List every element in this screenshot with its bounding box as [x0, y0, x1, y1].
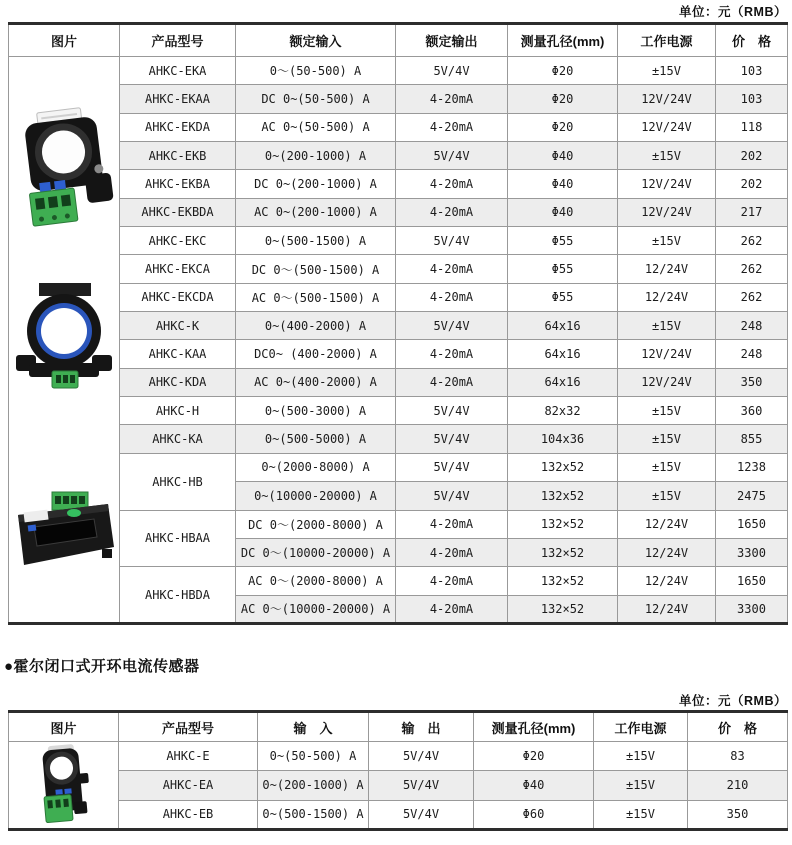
model-cell: AHKC-EKCA: [120, 255, 236, 283]
input-cell: 0~(200-1000) A: [236, 142, 396, 170]
power-cell: ±15V: [618, 482, 716, 510]
price-cell: 1650: [716, 510, 788, 538]
table-row: [9, 397, 788, 425]
price-cell: 1238: [716, 453, 788, 481]
rect-slot-sensor-photo: [10, 487, 118, 573]
table-row: [9, 340, 788, 368]
aperture-cell: 64x16: [508, 368, 618, 396]
table-row: [9, 742, 788, 771]
power-cell: 12V/24V: [618, 340, 716, 368]
output-cell: 5V/4V: [396, 312, 508, 340]
column-header: 测量孔径(mm): [474, 712, 594, 742]
header-row: [9, 712, 788, 742]
output-cell: 4-20mA: [396, 567, 508, 595]
aperture-cell: Φ40: [508, 198, 618, 226]
power-cell: 12/24V: [618, 567, 716, 595]
power-cell: ±15V: [594, 771, 688, 800]
table-row: [9, 567, 788, 595]
model-cell: AHKC-EA: [119, 771, 258, 800]
aperture-cell: 132×52: [508, 567, 618, 595]
aperture-cell: Φ20: [508, 113, 618, 141]
input-cell: DC0~ (400-2000) A: [236, 340, 396, 368]
table-row: [9, 113, 788, 141]
model-cell: AHKC-HBAA: [120, 510, 236, 567]
aperture-cell: Φ20: [474, 742, 594, 771]
aperture-cell: 82x32: [508, 397, 618, 425]
table1-body: [9, 57, 788, 624]
table-row: [9, 283, 788, 311]
power-cell: ±15V: [594, 800, 688, 829]
model-cell: AHKC-KDA: [120, 368, 236, 396]
output-cell: 5V/4V: [369, 742, 474, 771]
input-cell: AC 0～(2000-8000) A: [236, 567, 396, 595]
table-row: [9, 771, 788, 800]
price-cell: 202: [716, 170, 788, 198]
input-cell: DC 0~(50-500) A: [236, 85, 396, 113]
output-cell: 4-20mA: [396, 538, 508, 566]
model-cell: AHKC-EKA: [120, 57, 236, 85]
model-cell: AHKC-EKBDA: [120, 198, 236, 226]
column-header: 工作电源: [618, 24, 716, 57]
input-cell: AC 0~(200-1000) A: [236, 198, 396, 226]
column-header: 额定输入: [236, 24, 396, 57]
price-cell: 1650: [716, 567, 788, 595]
table-row: [9, 255, 788, 283]
aperture-cell: Φ60: [474, 800, 594, 829]
price-cell: 262: [716, 283, 788, 311]
input-cell: DC 0～(500-1500) A: [236, 255, 396, 283]
table-row: [9, 800, 788, 829]
price-cell: 83: [688, 742, 788, 771]
output-cell: 4-20mA: [396, 255, 508, 283]
model-cell: AHKC-EKB: [120, 142, 236, 170]
power-cell: ±15V: [618, 57, 716, 85]
output-cell: 5V/4V: [396, 227, 508, 255]
model-cell: AHKC-EKCDA: [120, 283, 236, 311]
price-cell: 2475: [716, 482, 788, 510]
power-cell: 12V/24V: [618, 198, 716, 226]
power-cell: 12/24V: [618, 538, 716, 566]
aperture-cell: Φ40: [508, 170, 618, 198]
model-cell: AHKC-HBDA: [120, 567, 236, 624]
model-cell: AHKC-EKAA: [120, 85, 236, 113]
column-header: 图片: [9, 712, 119, 742]
power-cell: 12V/24V: [618, 113, 716, 141]
price-cell: 217: [716, 198, 788, 226]
table-row: [9, 142, 788, 170]
output-cell: 5V/4V: [396, 453, 508, 481]
column-header: 价 格: [716, 24, 788, 57]
model-cell: AHKC-HB: [120, 453, 236, 510]
input-cell: AC 0～(10000-20000) A: [236, 595, 396, 623]
aperture-cell: Φ55: [508, 255, 618, 283]
output-cell: 5V/4V: [396, 57, 508, 85]
column-header: 产品型号: [119, 712, 258, 742]
output-cell: 4-20mA: [396, 198, 508, 226]
aperture-cell: Φ55: [508, 227, 618, 255]
price-cell: 350: [688, 800, 788, 829]
column-header: 价 格: [688, 712, 788, 742]
input-cell: 0~(500-5000) A: [236, 425, 396, 453]
power-cell: 12/24V: [618, 595, 716, 623]
product-photos-cell: [9, 742, 119, 830]
aperture-cell: 132×52: [508, 510, 618, 538]
price-cell: 3300: [716, 595, 788, 623]
table-row: [9, 425, 788, 453]
column-header: 输 入: [258, 712, 369, 742]
model-cell: AHKC-KAA: [120, 340, 236, 368]
column-header: 图片: [9, 24, 120, 57]
power-cell: ±15V: [618, 312, 716, 340]
output-cell: 4-20mA: [396, 368, 508, 396]
power-cell: ±15V: [618, 142, 716, 170]
input-cell: 0~(200-1000) A: [258, 771, 369, 800]
aperture-cell: 132x52: [508, 453, 618, 481]
column-header: 测量孔径(mm): [508, 24, 618, 57]
open-loop-sensor-price-table: [8, 710, 788, 831]
table-row: [9, 312, 788, 340]
aperture-cell: 132×52: [508, 595, 618, 623]
model-cell: AHKC-EKC: [120, 227, 236, 255]
table-row: [9, 453, 788, 481]
input-cell: AC 0~(50-500) A: [236, 113, 396, 141]
power-cell: ±15V: [618, 453, 716, 481]
power-cell: ±15V: [618, 227, 716, 255]
price-cell: 248: [716, 340, 788, 368]
aperture-cell: 104x36: [508, 425, 618, 453]
output-cell: 4-20mA: [396, 595, 508, 623]
input-cell: 0~(500-3000) A: [236, 397, 396, 425]
input-cell: DC 0～(10000-20000) A: [236, 538, 396, 566]
table-row: [9, 227, 788, 255]
input-cell: DC 0～(2000-8000) A: [236, 510, 396, 538]
model-cell: AHKC-EKDA: [120, 113, 236, 141]
model-cell: AHKC-EB: [119, 800, 258, 829]
price-cell: 3300: [716, 538, 788, 566]
input-cell: 0~(500-1500) A: [258, 800, 369, 829]
power-cell: ±15V: [618, 425, 716, 453]
price-cell: 202: [716, 142, 788, 170]
vertical-ring-sensor-photo: [31, 743, 97, 827]
output-cell: 5V/4V: [396, 425, 508, 453]
model-cell: AHKC-EKBA: [120, 170, 236, 198]
input-cell: DC 0~(200-1000) A: [236, 170, 396, 198]
table-row: [9, 510, 788, 538]
aperture-cell: Φ20: [508, 85, 618, 113]
input-cell: AC 0～(500-1500) A: [236, 283, 396, 311]
power-cell: 12V/24V: [618, 368, 716, 396]
table-row: [9, 368, 788, 396]
price-cell: 262: [716, 227, 788, 255]
price-cell: 262: [716, 255, 788, 283]
model-cell: AHKC-H: [120, 397, 236, 425]
product-photos-cell: [9, 57, 120, 624]
output-cell: 4-20mA: [396, 85, 508, 113]
input-cell: 0～(50-500) A: [236, 57, 396, 85]
input-cell: 0~(500-1500) A: [236, 227, 396, 255]
power-cell: 12/24V: [618, 283, 716, 311]
price-cell: 118: [716, 113, 788, 141]
input-cell: 0~(400-2000) A: [236, 312, 396, 340]
output-cell: 5V/4V: [396, 142, 508, 170]
output-cell: 5V/4V: [369, 771, 474, 800]
power-cell: 12V/24V: [618, 170, 716, 198]
section-title-open-loop: ●霍尔闭口式开环电流传感器: [4, 658, 200, 675]
output-cell: 4-20mA: [396, 510, 508, 538]
aperture-cell: Φ40: [508, 142, 618, 170]
price-cell: 350: [716, 368, 788, 396]
input-cell: 0~(10000-20000) A: [236, 482, 396, 510]
price-cell: 360: [716, 397, 788, 425]
power-cell: ±15V: [618, 397, 716, 425]
table1-header: [9, 24, 788, 57]
closed-ring-sensor-photo: [13, 100, 115, 228]
output-cell: 5V/4V: [396, 397, 508, 425]
output-cell: 4-20mA: [396, 340, 508, 368]
aperture-cell: 64x16: [508, 312, 618, 340]
column-header: 额定输出: [396, 24, 508, 57]
power-cell: 12V/24V: [618, 85, 716, 113]
output-cell: 4-20mA: [396, 113, 508, 141]
open-ring-sensor-photo: [11, 279, 117, 393]
power-cell: 12/24V: [618, 255, 716, 283]
input-cell: AC 0~(400-2000) A: [236, 368, 396, 396]
column-header: 输 出: [369, 712, 474, 742]
price-cell: 210: [688, 771, 788, 800]
table-row: [9, 198, 788, 226]
input-cell: 0~(2000-8000) A: [236, 453, 396, 481]
table2-header: [9, 712, 788, 742]
model-cell: AHKC-KA: [120, 425, 236, 453]
input-cell: 0~(50-500) A: [258, 742, 369, 771]
aperture-cell: Φ40: [474, 771, 594, 800]
power-cell: 12/24V: [618, 510, 716, 538]
price-cell: 103: [716, 57, 788, 85]
output-cell: 4-20mA: [396, 283, 508, 311]
price-cell: 855: [716, 425, 788, 453]
unit-label-top: 单位：元（RMB）: [679, 5, 787, 19]
unit-label-bottom: 单位：元（RMB）: [679, 694, 787, 708]
table2-body: [9, 742, 788, 830]
table-row: [9, 57, 788, 85]
aperture-cell: Φ20: [508, 57, 618, 85]
price-cell: 248: [716, 312, 788, 340]
header-row: [9, 24, 788, 57]
model-cell: AHKC-K: [120, 312, 236, 340]
output-cell: 5V/4V: [369, 800, 474, 829]
aperture-cell: Φ55: [508, 283, 618, 311]
aperture-cell: 132x52: [508, 482, 618, 510]
table-row: [9, 170, 788, 198]
price-cell: 103: [716, 85, 788, 113]
table-row: [9, 85, 788, 113]
aperture-cell: 132×52: [508, 538, 618, 566]
output-cell: 4-20mA: [396, 170, 508, 198]
column-header: 工作电源: [594, 712, 688, 742]
aperture-cell: 64x16: [508, 340, 618, 368]
power-cell: ±15V: [594, 742, 688, 771]
column-header: 产品型号: [120, 24, 236, 57]
output-cell: 5V/4V: [396, 482, 508, 510]
closed-loop-sensor-price-table: [8, 22, 788, 625]
model-cell: AHKC-E: [119, 742, 258, 771]
